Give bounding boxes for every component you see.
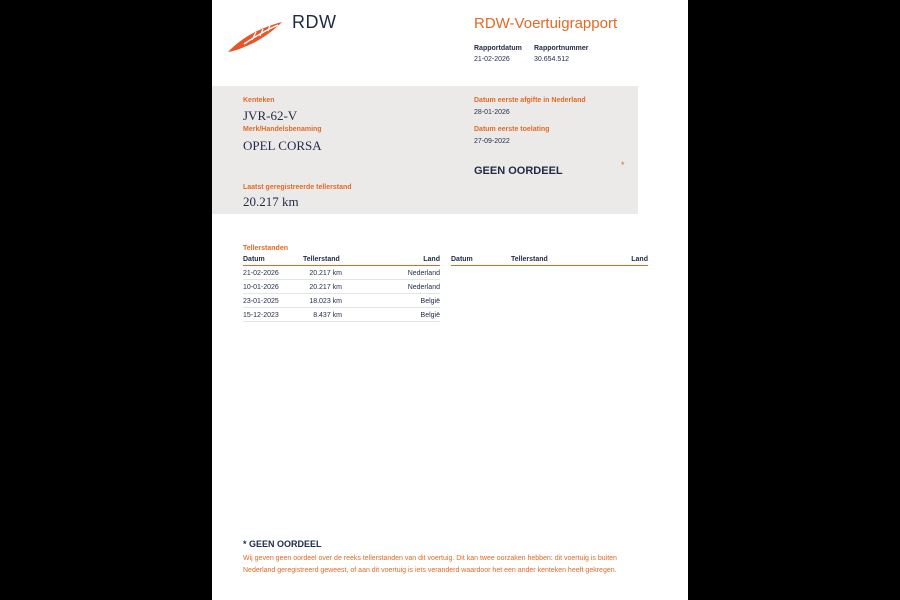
col-km-header: Tellerstand	[303, 256, 340, 263]
report-title: RDW-Voertuigrapport	[474, 15, 618, 32]
plate-label: Kenteken	[243, 97, 275, 104]
report-date: 21-02-2026	[474, 56, 510, 63]
report-page	[212, 0, 688, 600]
rdw-logo-icon	[226, 20, 284, 54]
odometer-readings-title: Tellerstanden	[243, 245, 288, 252]
col-country-header: Land	[423, 256, 440, 263]
first-admission-label: Datum eerste toelating	[474, 126, 550, 133]
row-country: Nederland	[407, 284, 440, 291]
table-header	[243, 256, 440, 266]
row-country: Nederland	[407, 270, 440, 277]
report-number: 30.654.512	[534, 56, 570, 63]
plate-value: JVR-62-V	[243, 108, 298, 123]
verdict-status: GEEN OORDEEL	[474, 165, 563, 177]
col-date-header: Datum	[243, 256, 265, 263]
odometer-table-right	[451, 256, 648, 266]
verdict-footnote-marker: *	[621, 160, 625, 170]
col-date-header: Datum	[451, 256, 473, 263]
table-row	[243, 281, 440, 294]
make-label: Merk/Handelsbenaming	[243, 126, 322, 133]
row-country: België	[420, 312, 440, 319]
footnote-text: Wij geven geen oordeel over de reeks tellerstanden van dit voertuig. Dit kan twee oorzaken hebben: dit voertuig is buiten Nederland geregistreerd geweest, of aan dit voertuig is iets veranderd waardoor het een ander kenteken heeft gekregen.	[243, 555, 617, 574]
row-date: 21-02-2026	[243, 270, 279, 277]
row-km: 20.217 km	[309, 270, 342, 277]
row-km: 8.437 km	[313, 312, 342, 319]
table-row	[243, 295, 440, 308]
row-date: 23-01-2025	[243, 298, 279, 305]
odometer-value: 20.217 km	[243, 194, 299, 209]
table-row	[243, 267, 440, 280]
odometer-table-left	[243, 256, 440, 322]
row-date: 10-01-2026	[243, 284, 279, 291]
table-header	[451, 256, 648, 266]
first-admission-value: 27-09-2022	[474, 138, 510, 145]
footnote-title: * GEEN OORDEEL	[243, 539, 322, 549]
col-km-header: Tellerstand	[511, 256, 548, 263]
report-number-label: Rapportnummer	[534, 45, 589, 52]
odometer-label: Laatst geregistreerde tellerstand	[243, 184, 352, 191]
row-date: 15-12-2023	[243, 312, 279, 319]
col-country-header: Land	[631, 256, 648, 263]
row-km: 18.023 km	[309, 298, 342, 305]
row-country: België	[420, 298, 440, 305]
table-row	[243, 309, 440, 322]
brand-name: RDW	[292, 12, 337, 32]
make-value: OPEL CORSA	[243, 138, 322, 153]
report-date-label: Rapportdatum	[474, 45, 522, 52]
first-issue-nl-value: 28-01-2026	[474, 109, 510, 116]
first-issue-nl-label: Datum eerste afgifte in Nederland	[474, 97, 586, 104]
row-km: 20.217 km	[309, 284, 342, 291]
